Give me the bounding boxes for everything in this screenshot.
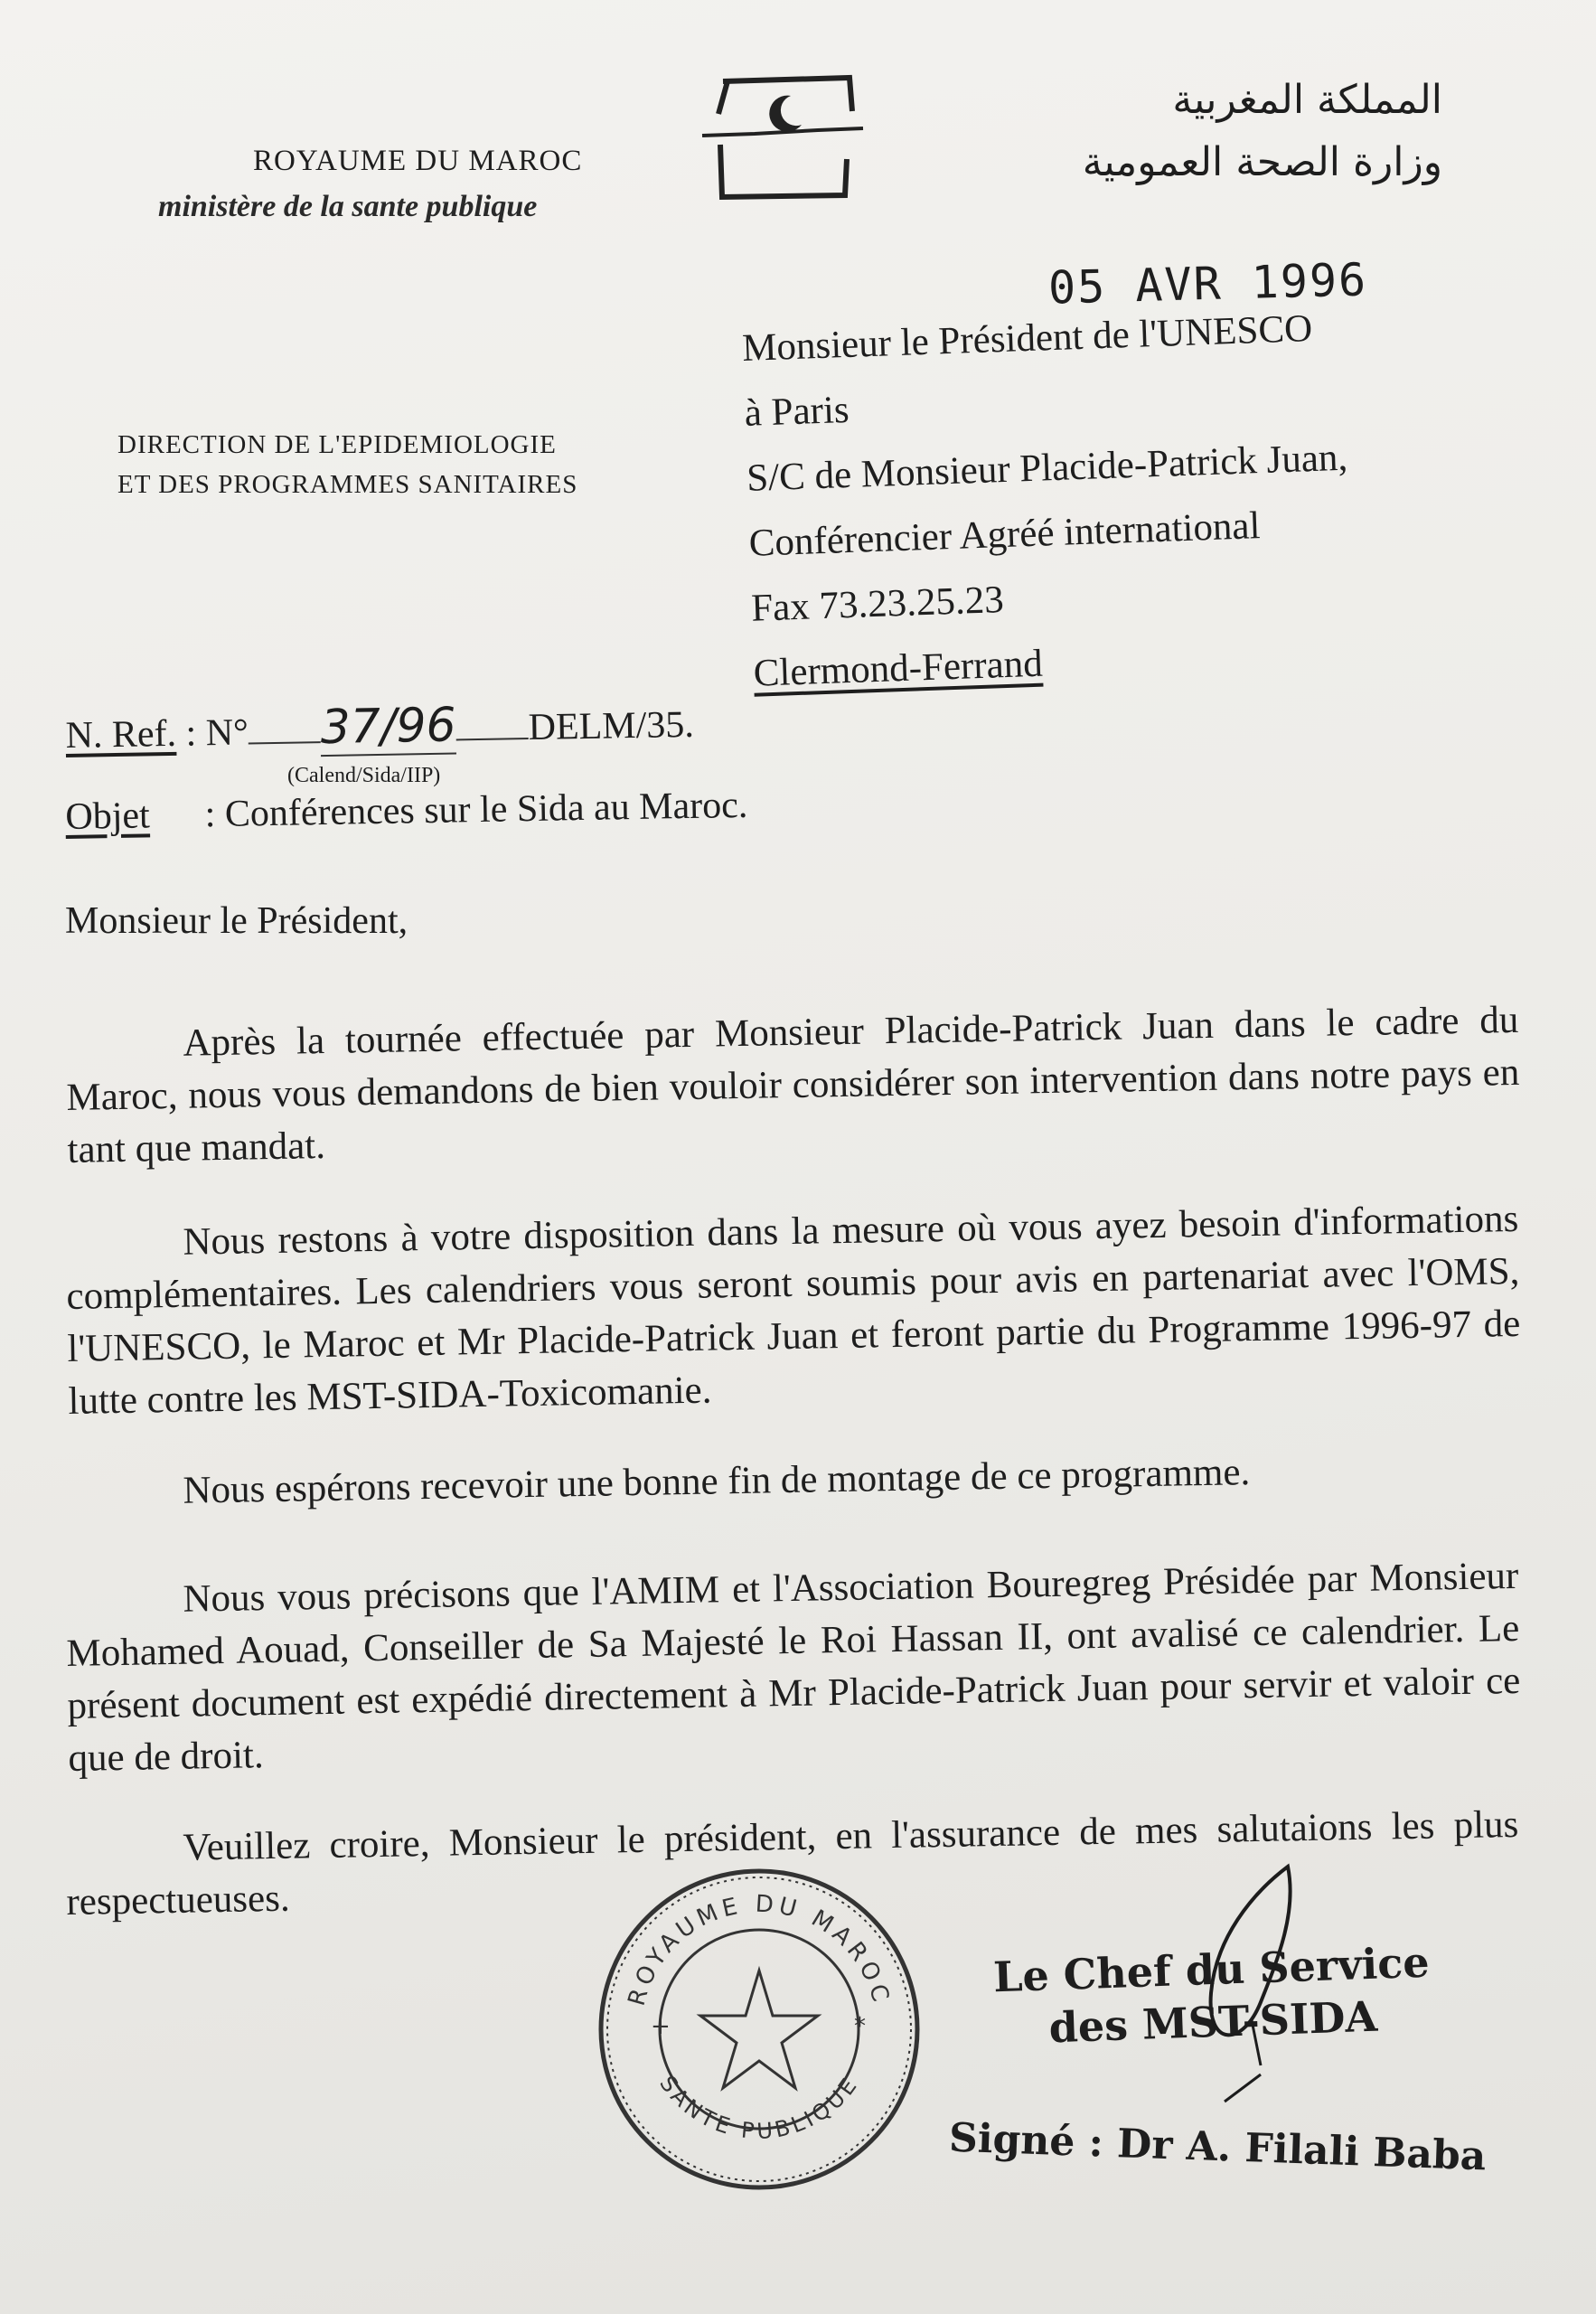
svg-text:SANTE PUBLIQUE	[654, 2071, 864, 2144]
addressee-line: Monsieur le Président de l'UNESCO	[741, 306, 1313, 370]
arabic-ministry: وزارة الصحة العمومية	[1082, 139, 1442, 185]
stamp-bottom-text: SANTE PUBLIQUE	[654, 2071, 864, 2145]
addressee-line: à Paris	[743, 388, 850, 435]
body-paragraph: Veuillez croire, Monsieur le président, en l'assurance de mes salutaions les plus respectueuses.	[66, 1802, 1519, 1924]
signatory-title-line: des MST-SIDA	[1047, 1991, 1378, 2053]
body-paragraph: Nous espérons recevoir une bonne fin de montage de ce programme.	[183, 1451, 1251, 1512]
arabic-kingdom: المملكة المغربية	[1172, 77, 1442, 123]
arabic-header	[882, 77, 1442, 185]
body-paragraph: Après la tournée effectuée par Monsieur Placide-Patrick Juan dans le cadre du Maroc, nous vous demandons de bien vouloir considérer son intervention dans notre pays en tant que mandat.	[66, 998, 1520, 1171]
star-icon	[700, 1971, 818, 2088]
subject-label: Objet	[65, 795, 151, 838]
reference-number: 37/96	[320, 698, 457, 756]
direction-line: DIRECTION DE L'EPIDEMIOLOGIE	[117, 430, 557, 459]
addressee-line: S/C de Monsieur Placide-Patrick Juan,	[746, 436, 1348, 500]
direction-line: ET DES PROGRAMMES SANITAIRES	[117, 470, 578, 499]
reference-label: N. Ref.	[65, 712, 177, 757]
body-paragraph: Nous vous précisons que l'AMIM et l'Association Bouregreg Présidée par Monsieur Mohamed Aouad, Conseiller de Sa Majesté le Roi Hassan II, ont avalisé ce calendrier. Le présent document est expédié directement à Mr Placide-Patrick Juan pour servir et valoir ce que de droit.	[66, 1554, 1521, 1780]
reference-prefix: : N°	[185, 711, 249, 755]
addressee-city: Clermond-Ferrand	[752, 642, 1044, 695]
svg-text:*: *	[854, 2013, 866, 2040]
ministry-emblem-icon	[700, 71, 872, 215]
body-paragraph: Nous restons à votre disposition dans la mesure où vous ayez besoin d'informations complémentaires. Les calendriers vous seront soumis pour avis en partenariat avec l'OMS, l'UNESCO, le Maroc et Mr Placide-Patrick Juan et feront partie du Programme 1996-97 de lutte contre les MST-SIDA-Toxicomanie.	[66, 1197, 1521, 1423]
handwritten-signature	[1116, 1858, 1351, 2129]
stamp-top-text: ROYAUME DU MAROC	[623, 1890, 896, 2009]
reference-sublabel: (Calend/Sida/IIP)	[287, 764, 441, 787]
date-stamp: 05 AVR 1996	[1047, 253, 1368, 315]
addressee-line: Fax 73.23.25.23	[750, 578, 1005, 630]
signatory-title-line: Le Chef du Service	[992, 1937, 1431, 2002]
subject-text: : Conférences sur le Sida au Maroc.	[204, 784, 748, 836]
direction-block	[117, 425, 577, 504]
reference-line	[65, 694, 694, 759]
ministry-heading: ministère de la sante publique	[158, 190, 538, 223]
svg-text:ROYAUME DU MAROC	[624, 1891, 896, 2009]
official-stamp	[587, 1858, 931, 2201]
kingdom-heading: ROYAUME DU MAROC	[253, 145, 583, 177]
reference-suffix: DELM/35.	[528, 703, 695, 749]
addressee-line: Conférencier Agréé international	[747, 504, 1262, 565]
addressee-block	[741, 296, 1356, 707]
salutation: Monsieur le Président,	[65, 900, 408, 942]
svg-text:+: +	[651, 2013, 671, 2040]
signed-by: Signé : Dr A. Filali Baba	[948, 2114, 1488, 2180]
